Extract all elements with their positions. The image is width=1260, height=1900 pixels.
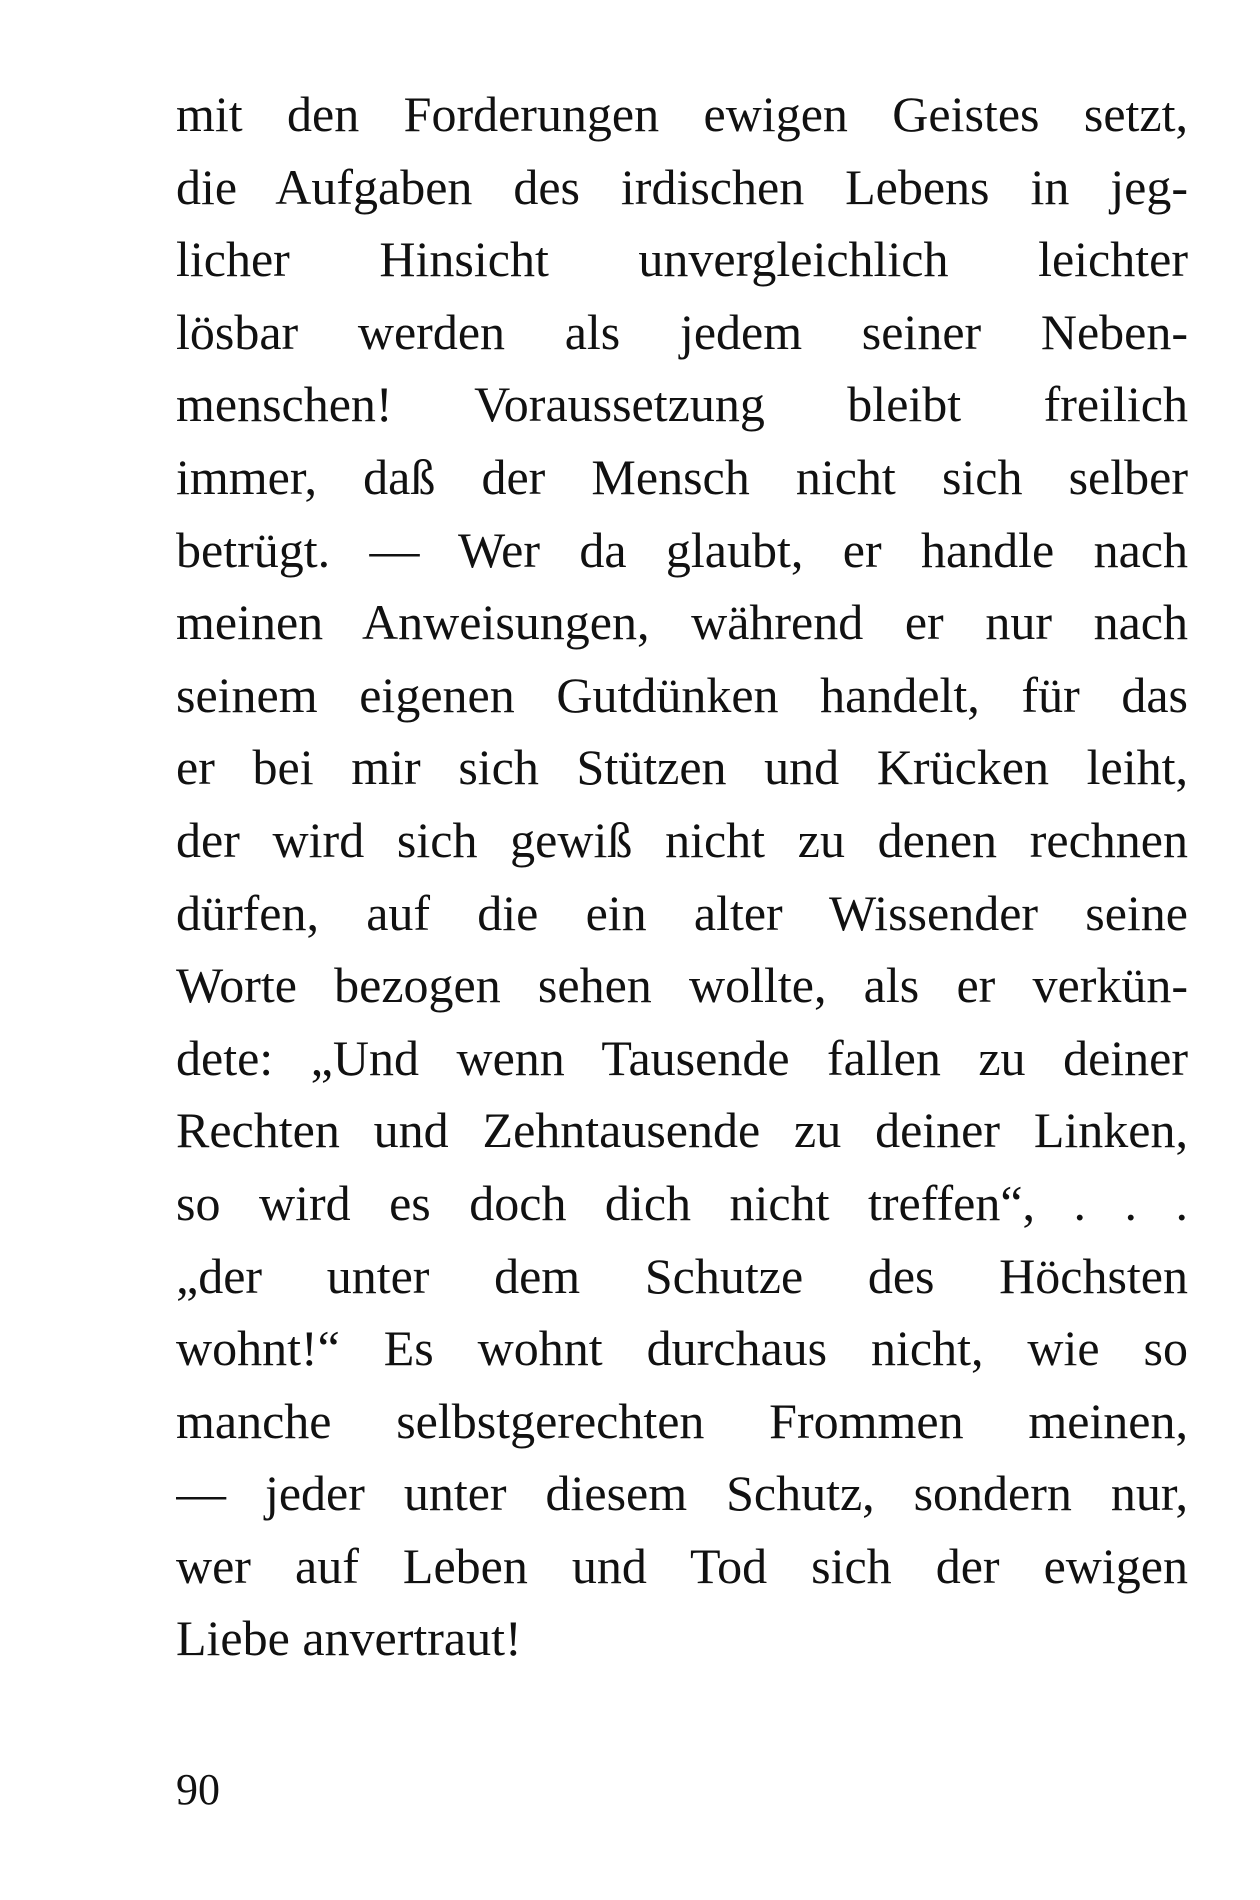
text-line: lösbar werden als jedem seiner Neben- xyxy=(176,303,1188,360)
text-line: „der unter dem Schutze des Höchsten xyxy=(176,1247,1188,1304)
text-line: wer auf Leben und Tod sich der ewigen xyxy=(176,1537,1188,1594)
text-line: Worte bezogen sehen wollte, als er verkün- xyxy=(176,957,1188,1014)
text-line: so wird es doch dich nicht treffen“, . . . xyxy=(176,1174,1188,1231)
body-text xyxy=(176,78,1188,1675)
page-number: 90 xyxy=(176,1765,220,1814)
text-line: — jeder unter diesem Schutz, sondern nur, xyxy=(176,1465,1188,1522)
text-line: Rechten und Zehntausende zu deiner Linken, xyxy=(176,1102,1188,1159)
text-line: menschen! Voraussetzung bleibt freilich xyxy=(176,376,1188,433)
text-line: mit den Forderungen ewigen Geistes setzt, xyxy=(176,86,1188,142)
text-line: betrügt. — Wer da glaubt, er handle nach xyxy=(176,521,1188,578)
text-line: dürfen, auf die ein alter Wissender seine xyxy=(176,884,1188,941)
text-line-last: Liebe anvertraut! xyxy=(176,1610,522,1667)
text-line: dete: „Und wenn Tausende fallen zu deiner xyxy=(176,1029,1188,1086)
text-line: manche selbstgerechten Frommen meinen, xyxy=(176,1392,1188,1449)
text-line: der wird sich gewiß nicht zu denen rechnen xyxy=(176,811,1188,868)
text-line: seinem eigenen Gutdünken handelt, für das xyxy=(176,666,1188,723)
text-line: er bei mir sich Stützen und Krücken leiht, xyxy=(176,739,1188,796)
text-line: licher Hinsicht unvergleichlich leichter xyxy=(176,231,1188,288)
text-line: immer, daß der Mensch nicht sich selber xyxy=(176,448,1188,505)
text-line: die Aufgaben des irdischen Lebens in jeg- xyxy=(176,158,1188,215)
text-line: wohnt!“ Es wohnt durchaus nicht, wie so xyxy=(176,1320,1188,1377)
text-line: meinen Anweisungen, während er nur nach xyxy=(176,594,1188,651)
